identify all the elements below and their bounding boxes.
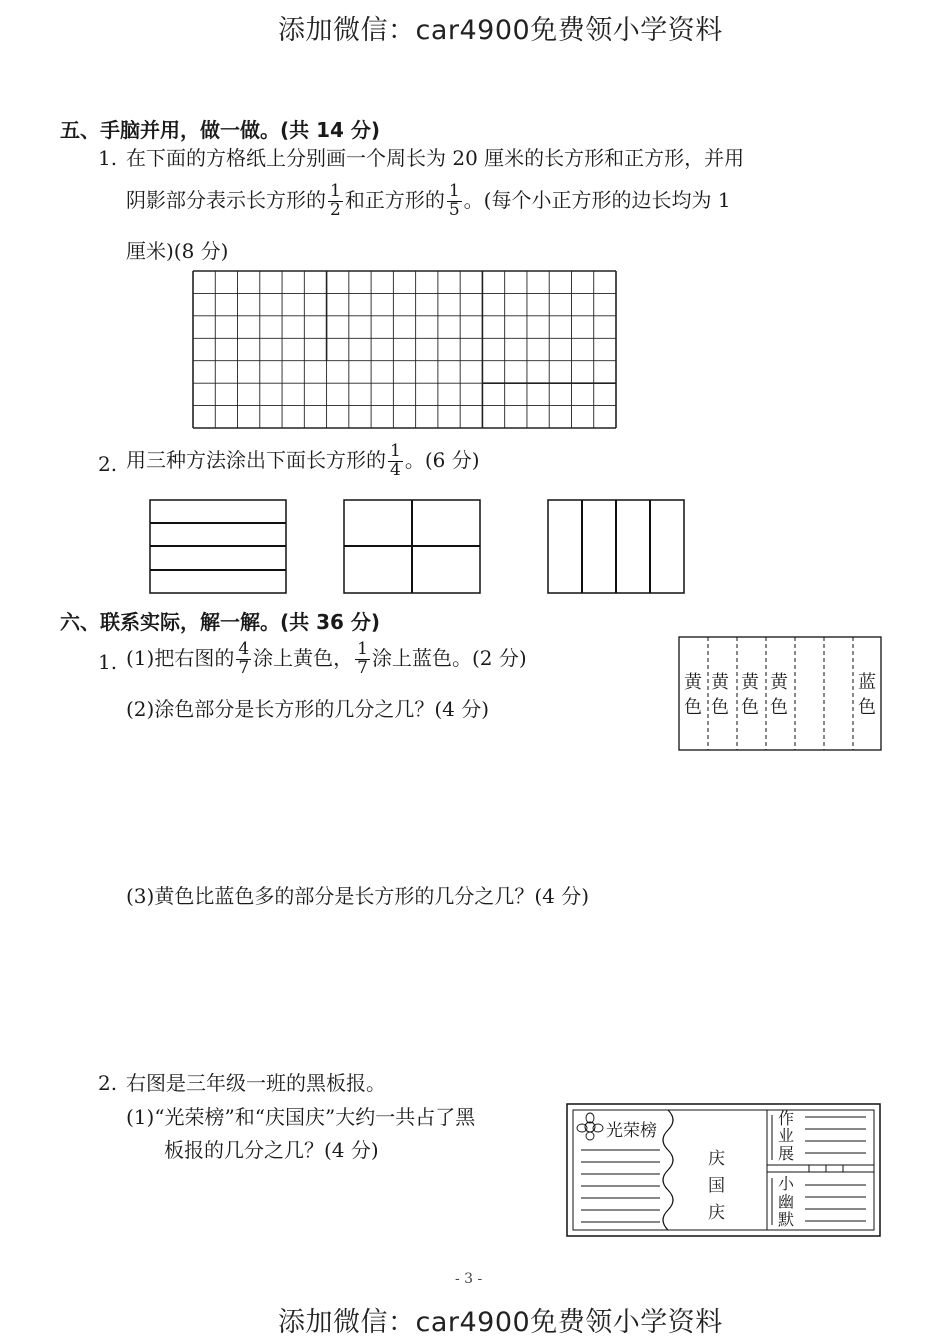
strip-label-yellow-2: 黄 色 <box>711 672 729 719</box>
q6-1-number: 1. <box>98 650 118 674</box>
board-honor-title: 光荣榜 <box>606 1121 657 1141</box>
board-humor: 小 幽 默 <box>778 1174 795 1229</box>
q6-1-part1 <box>126 641 527 678</box>
rectangle-four-quarters[interactable] <box>344 500 480 593</box>
q6-2-part1-line1: (1)“光荣榜”和“庆国庆”大约一共占了黑 <box>126 1105 476 1129</box>
fraction-four-sevenths: $\frac{4}{7}$ <box>238 639 250 678</box>
q6-1-part2: (2)涂色部分是长方形的几分之几？(4 分) <box>126 697 490 721</box>
q5-2-text-a: 用三种方法涂出下面长方形的 <box>126 447 386 472</box>
fraction-one-seventh: $\frac{1}{7}$ <box>357 639 368 678</box>
q5-1-line2-c: 。(每个小正方形的边长均为 1 <box>463 187 731 212</box>
section-5-title: 五、手脑并用，做一做。(共 14 分) <box>60 118 381 142</box>
strip-label-yellow-3: 黄 色 <box>741 672 759 719</box>
q5-1-line1: 在下面的方格纸上分别画一个周长为 20 厘米的长方形和正方形，并用 <box>126 146 745 170</box>
page-number: - 3 - <box>455 1271 483 1287</box>
q6-1-part1-a: (1)把右图的 <box>126 645 235 670</box>
rectangle-vertical-strips[interactable] <box>548 500 684 593</box>
strip-label-blue: 蓝 色 <box>858 672 876 719</box>
q6-2-number: 2. <box>98 1071 118 1095</box>
fraction-one-half: $\frac{1}{2}$ <box>330 181 341 220</box>
fraction-one-fifth: $\frac{1}{5}$ <box>448 181 460 220</box>
q6-1-part1-c: 涂上蓝色。(2 分) <box>372 645 527 670</box>
q5-2-text <box>126 443 480 480</box>
fraction-one-quarter: $\frac{1}{4}$ <box>390 441 401 480</box>
q5-1-line2-a: 阴影部分表示长方形的 <box>126 187 326 212</box>
footer-banner: 添加微信：car4900免费领小学资料 <box>278 1307 723 1338</box>
square-grid-paper[interactable] <box>193 271 616 428</box>
rectangle-horizontal-strips[interactable] <box>150 500 286 593</box>
q5-1-number: 1. <box>98 146 118 170</box>
q6-1-part1-b: 涂上黄色， <box>253 645 354 670</box>
q5-2-number: 2. <box>98 452 118 476</box>
q5-1-line2-b: 和正方形的 <box>344 187 445 212</box>
header-banner: 添加微信：car4900免费领小学资料 <box>278 15 723 46</box>
q5-2-text-b: 。(6 分) <box>404 447 480 472</box>
strip-label-yellow-4: 黄 色 <box>770 672 788 719</box>
board-homework: 作 业 展 <box>778 1109 795 1163</box>
q5-1-line3: 厘米)(8 分) <box>126 239 229 263</box>
board-national-day: 庆 国 庆 <box>708 1149 725 1224</box>
q6-2-line1: 右图是三年级一班的黑板报。 <box>126 1071 386 1095</box>
strip-label-yellow-1: 黄 色 <box>684 672 702 719</box>
section-6-title: 六、联系实际，解一解。(共 36 分) <box>60 610 381 634</box>
q6-1-part3: (3)黄色比蓝色多的部分是长方形的几分之几？(4 分) <box>126 884 590 908</box>
q6-2-part1-line2: 板报的几分之几？(4 分) <box>164 1138 379 1162</box>
